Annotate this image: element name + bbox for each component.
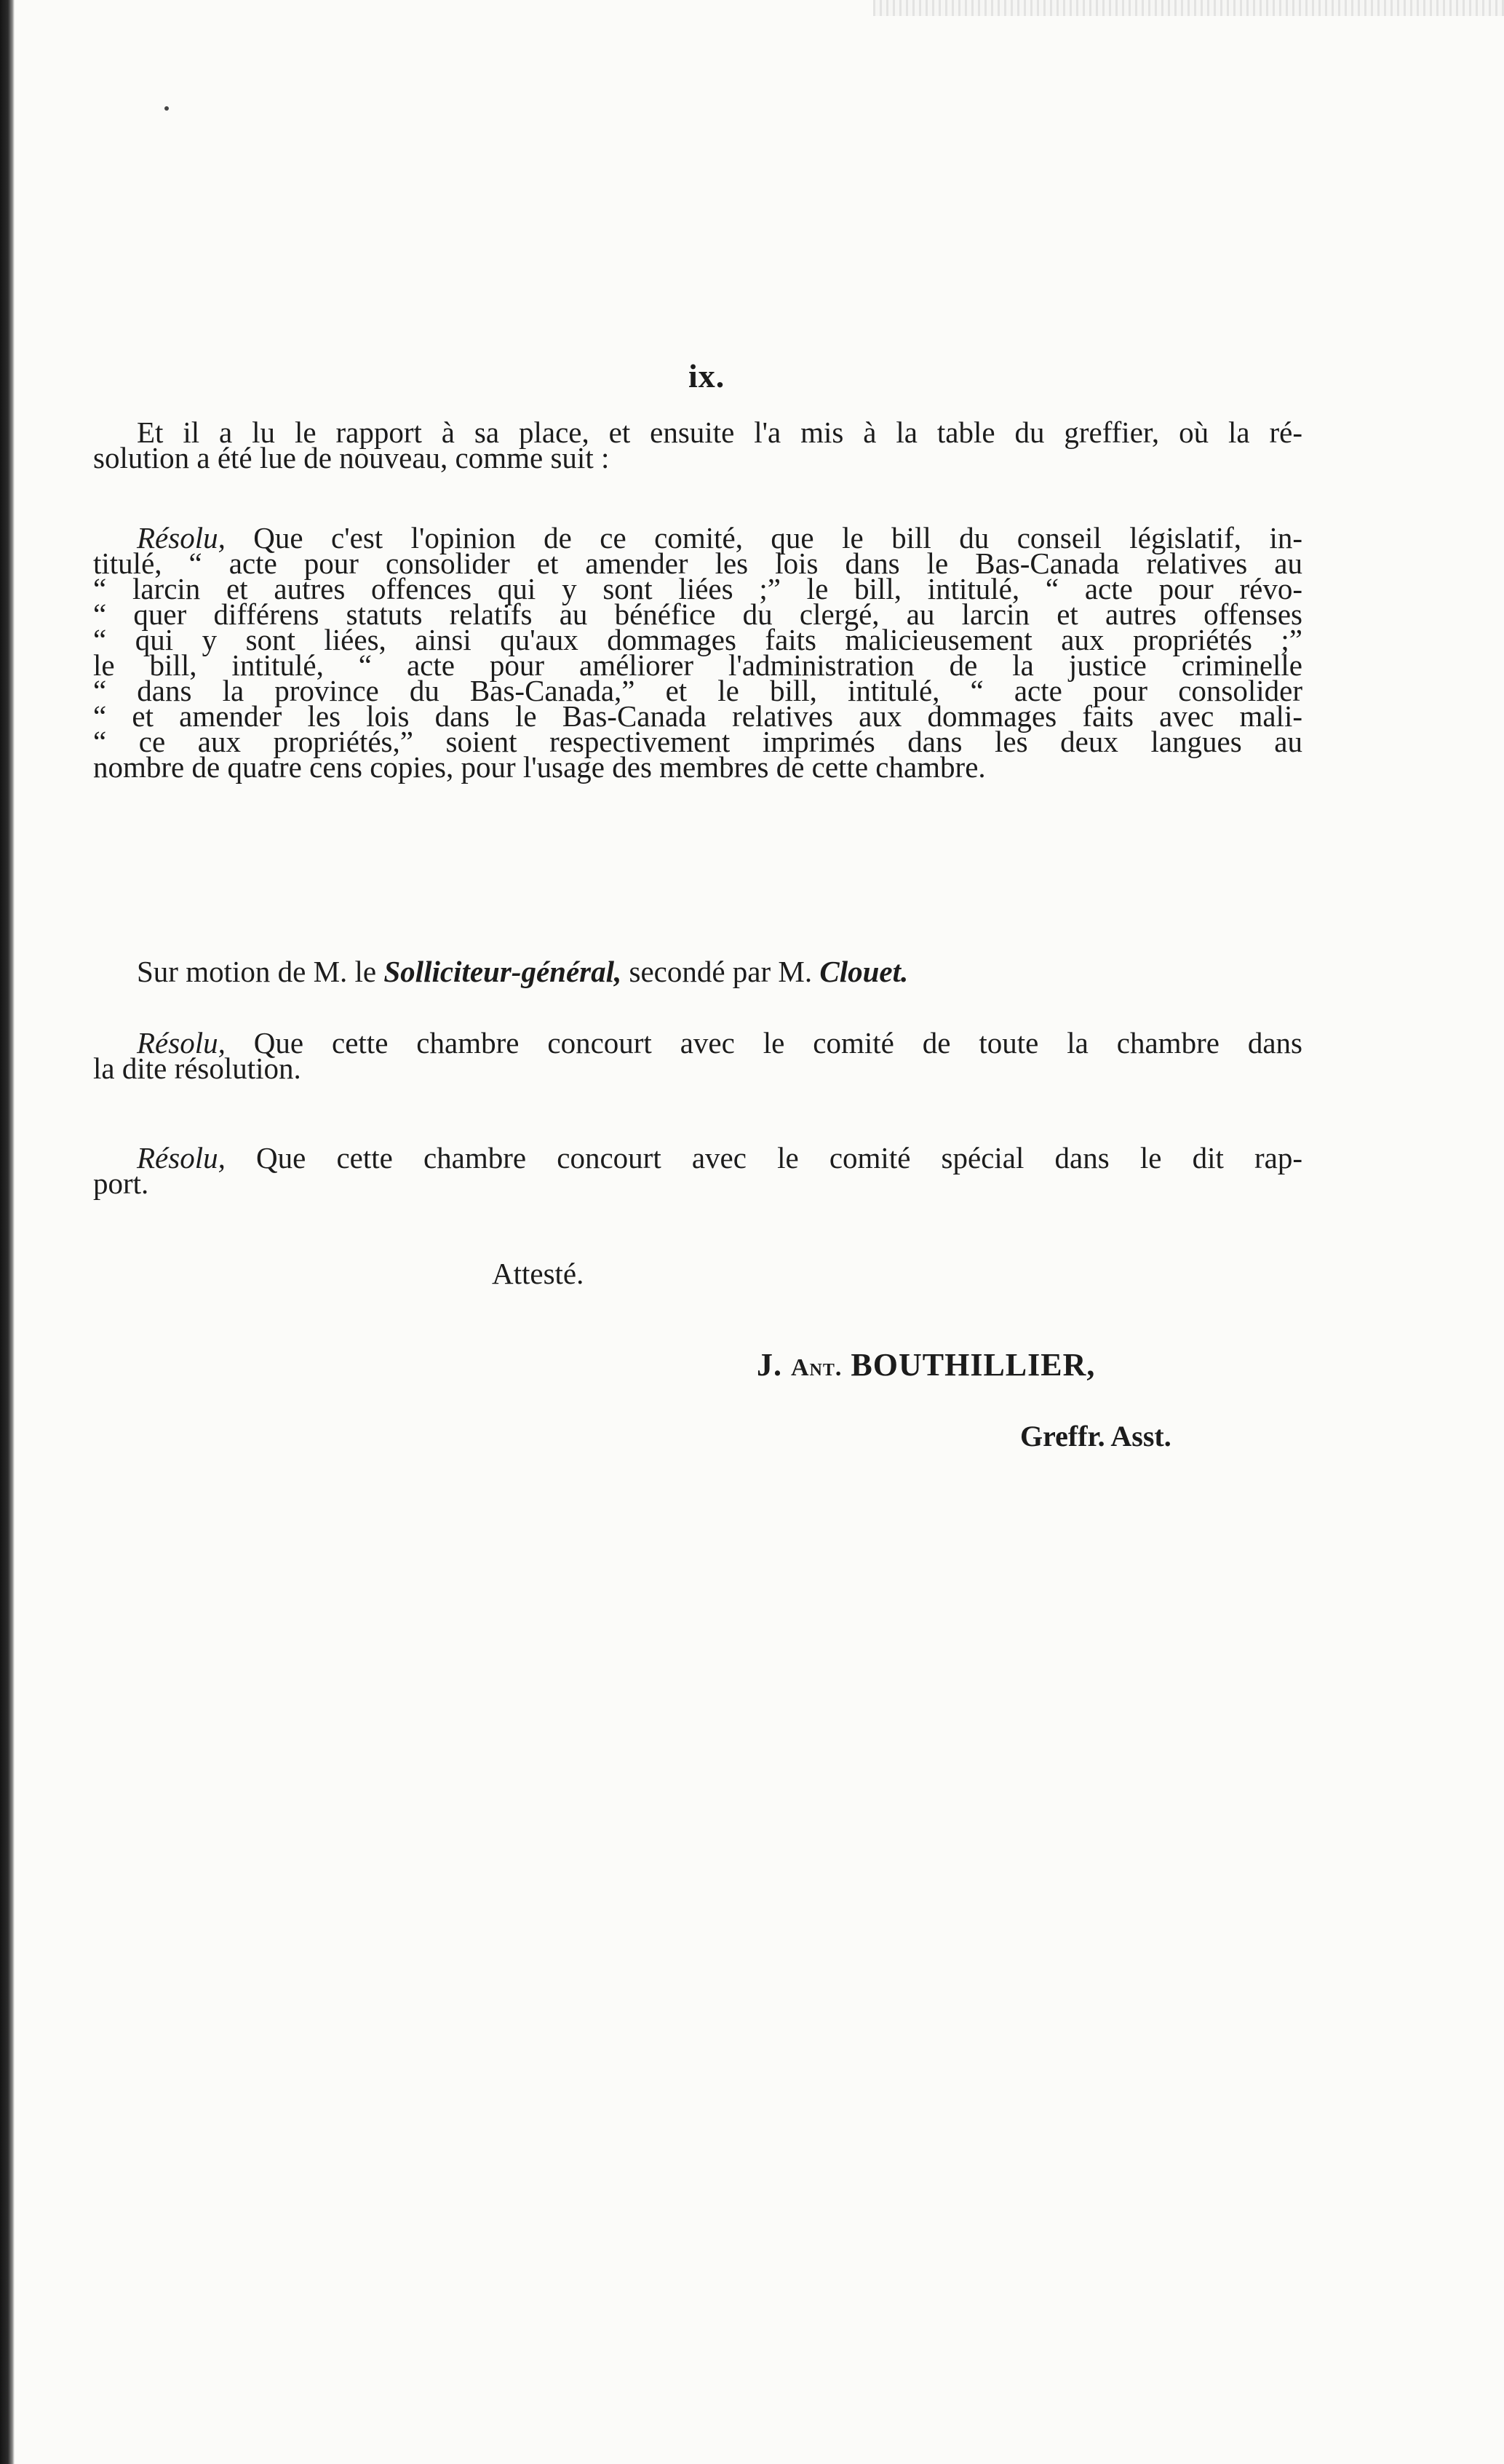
intro-paragraph [93,416,1302,474]
text-line: Et il a lu le rapport à sa place, et ensuite l'a mis à la table du greffier, où la ré- [137,416,1302,449]
page-number: ix. [688,357,725,394]
ink-speck [164,106,169,111]
text-line: nombre de quatre cens copies, pour l'usage des membres de cette chambre. [93,750,986,784]
signature-initial: J. [757,1347,791,1383]
page-edge-noise [873,0,1504,16]
mover-name: Solliciteur-général, [383,955,622,988]
text-line: “ dans la province du Bas-Canada,” et le bill, intitulé, “ acte pour consolider [93,674,1302,707]
resolution-text: Que cette chambre concourt avec le comité spécial dans le dit rap- [256,1141,1303,1175]
motion-middle: secondé par M. [621,955,820,988]
motion-prefix: Sur motion de M. le [137,955,384,988]
text-line: “ et amender les lois dans le Bas-Canada relatives aux dommages faits avec mali- [93,699,1302,733]
resolution-label: Résolu, [137,521,226,555]
text-line: titulé, “ acte pour consolider et amender les lois dans le Bas-Canada relatives au [93,547,1302,580]
signature-ant: Ant. [791,1354,843,1381]
text-line: “ larcin et autres offences qui y sont liées ;” le bill, intitulé, “ acte pour révo- [93,572,1302,605]
text-line: le bill, intitulé, “ acte pour améliorer l'administration de la justice criminelle [93,648,1302,682]
signature-name: BOUTHILLIER, [842,1347,1096,1383]
motion-paragraph [93,955,1302,988]
resolution-paragraph [93,521,1302,784]
resolution-paragraph [93,1141,1303,1200]
text-line [93,1141,1303,1175]
text-line [93,955,1302,988]
resolution-label: Résolu, [137,1141,226,1175]
text-line: solution a été lue de nouveau, comme suit : [93,441,610,474]
book-spine-shadow [0,0,15,2464]
text-line: “ qui y sont liées, ainsi qu'aux dommages faits malicieusement aux propriétés ;” [93,623,1302,656]
seconder-name: Clouet. [819,955,909,988]
signature [757,1346,1095,1383]
text-line: “ quer différens statuts relatifs au bénéfice du clergé, au larcin et autres offenses [93,597,1302,631]
signatory-role: Greffr. Asst. [1020,1420,1171,1452]
resolution-text: Que c'est l'opinion de ce comité, que le bill du conseil législatif, in- [253,521,1302,555]
text-line: “ ce aux propriétés,” soient respectivement imprimés dans les deux langues au [93,725,1302,758]
resolution-paragraph [93,1026,1303,1085]
text-line: port. [93,1167,149,1200]
attested-label: Attesté. [492,1257,584,1290]
resolution-label: Résolu, [137,1026,226,1060]
resolution-text: Que cette chambre concourt avec le comité de toute la chambre dans [253,1026,1303,1060]
text-line: la dite résolution. [93,1052,301,1085]
